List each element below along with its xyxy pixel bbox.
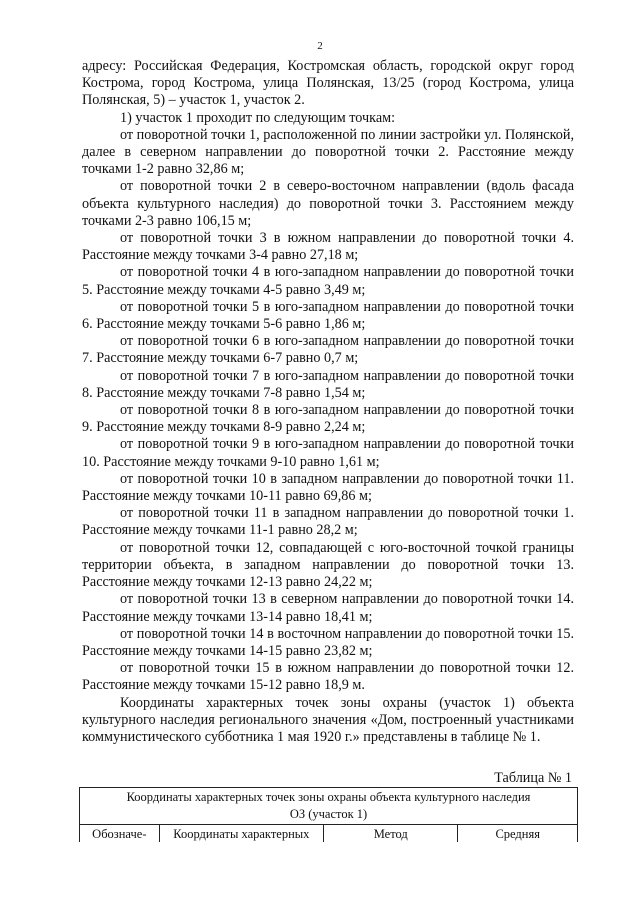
column-header-designation: Обозначе- — [80, 825, 160, 843]
paragraph-segment-13-14: от поворотной точки 13 в северном направлении до поворотной точки 14. Расстояние между точками 13-14 равно 18,41 м; — [82, 591, 574, 625]
paragraph-segment-5-6: от поворотной точки 5 в юго-западном направлении до поворотной точки 6. Расстояние между точками 5-6 равно 1,86 м; — [82, 298, 574, 333]
table-header-row — [80, 825, 578, 843]
table-caption: Таблица № 1 — [494, 770, 572, 786]
document-body — [82, 58, 574, 746]
coordinates-table — [79, 787, 578, 842]
paragraph-segment-8-9: от поворотной точки 8 в юго-западном направлении до поворотной точки 9. Расстояние между точками 8-9 равно 2,24 м; — [82, 402, 574, 436]
table-title-line-2: ОЗ (участок 1) — [289, 807, 368, 821]
column-header-coordinates: Координаты характерных — [159, 825, 323, 843]
paragraph-segment-10-11: от поворотной точки 10 в западном направлении до поворотной точки 11. Расстояние между точками 10-11 равно 69,86 м; — [82, 470, 574, 505]
paragraph-segment-6-7: от поворотной точки 6 в юго-западном направлении до поворотной точки 7. Расстояние между точками 6-7 равно 0,7 м; — [82, 333, 574, 367]
paragraph-segment-15-12: от поворотной точки 15 в южном направлении до поворотной точки 12. Расстояние между точками 15-12 равно 18,9 м. — [82, 660, 574, 694]
paragraph-segment-1-2: от поворотной точки 1, расположенной по линии застройки ул. Полянской, далее в северном направлении до поворотной точки 2. Расстояние между точками 1-2 равно 32,86 м; — [82, 126, 574, 178]
table-title-cell — [80, 788, 578, 825]
paragraph-segment-11-1: от поворотной точки 11 в западном направлении до поворотной точки 1. Расстояние между точками 11-1 равно 28,2 м; — [82, 505, 574, 539]
paragraph-table-reference: Координаты характерных точек зоны охраны (участок 1) объекта культурного наследия регионального значения «Дом, построенный участниками коммунистического субботника 1 мая 1920 г.» представлены в таблице № 1. — [82, 694, 574, 745]
paragraph-address: адресу: Российская Федерация, Костромская область, городской округ город Кострома, город Кострома, улица Полянская, 13/25 (город Кострома, улица Полянская, 5) – участок 1, участок 2. — [82, 58, 574, 109]
column-header-mean: Средняя — [458, 825, 578, 843]
column-header-method: Метод — [324, 825, 458, 843]
table-title-line-1: Координаты характерных точек зоны охраны объекта культурного наследия — [126, 790, 531, 804]
paragraph-segment-3-4: от поворотной точки 3 в южном направлении до поворотной точки 4. Расстояние между точками 3-4 равно 27,18 м; — [82, 230, 574, 264]
paragraph-segment-14-15: от поворотной точки 14 в восточном направлении до поворотной точки 15. Расстояние между точками 14-15 равно 23,82 м; — [82, 625, 574, 659]
paragraph-segment-12-13: от поворотной точки 12, совпадающей с юго-восточной точкой границы территории объекта, в западном направлении до поворотной точки 13. Расстояние между точками 12-13 равно 24,22 м; — [82, 539, 574, 591]
paragraph-segment-4-5: от поворотной точки 4 в юго-западном направлении до поворотной точки 5. Расстояние между точками 4-5 равно 3,49 м; — [82, 264, 574, 298]
page-number: 2 — [317, 40, 323, 52]
table-title-row — [80, 788, 578, 825]
paragraph-segment-7-8: от поворотной точки 7 в юго-западном направлении до поворотной точки 8. Расстояние между точками 7-8 равно 1,54 м; — [82, 367, 574, 401]
paragraph-segment-9-10: от поворотной точки 9 в юго-западном направлении до поворотной точки 10. Расстояние между точками 9-10 равно 1,61 м; — [82, 436, 574, 470]
paragraph-segment-2-3: от поворотной точки 2 в северо-восточном направлении (вдоль фасада объекта культурного наследия) до поворотной точки 3. Расстоянием между точками 2-3 равно 106,15 м; — [82, 178, 574, 229]
paragraph-section-intro: 1) участок 1 проходит по следующим точкам: — [120, 109, 396, 126]
